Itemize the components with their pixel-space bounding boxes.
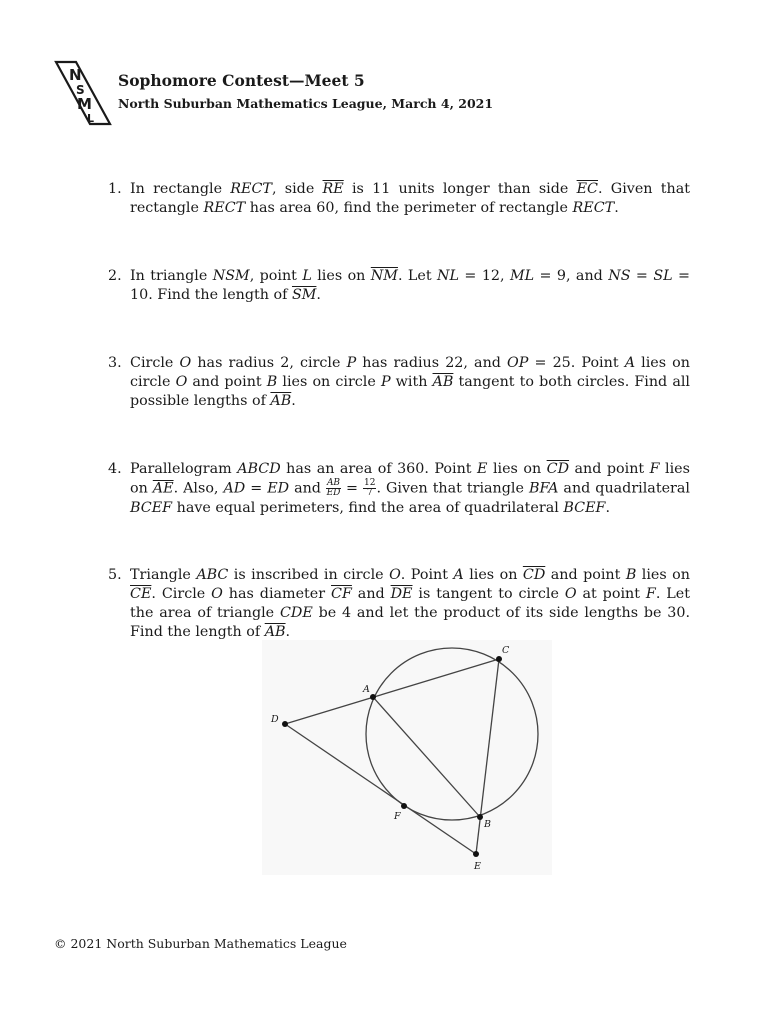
point-d: [282, 721, 288, 727]
point-b: [477, 814, 483, 820]
point-f: [401, 803, 407, 809]
problem-number: 4.: [108, 461, 122, 477]
problem-number: 5.: [108, 567, 122, 583]
problem-text: In rectangle RECT, side $\overline{RE}$ is 11 units longer than side $\overline{EC}$. Given that rectangle RECT has area 60, find the perimeter of rectangle RECT.: [130, 181, 690, 216]
fraction-12-7: $\frac{12}{7}$: [364, 478, 376, 498]
label-a: A: [363, 684, 370, 695]
problem-text: Circle O has radius 2, circle P has radius 22, and OP = 25. Point A lies on circle O and point B lies on circle P with $\overline{AB}$ tangent to both circles. Find all possible lengths of $\overline{AB}$.: [130, 355, 690, 409]
problem-4: [108, 460, 690, 518]
label-e: E: [474, 861, 481, 872]
problem-text: Triangle ABC is inscribed in circle O. Point A lies on $\overline{CD}$ and point B lies on $\overline{CE}$. Circle O has diameter $\overline{CF}$ and $\overline{DE}$ is tangent to circle O at point F. Let the area of triangle CDE be 4 and let the product of its side lengths be 30. Find the length of $\overline{AB}$.: [130, 567, 690, 640]
problem-3: [108, 354, 690, 411]
copyright-footer: © 2021 North Suburban Mathematics League: [54, 936, 347, 951]
problem-number: 1.: [108, 181, 122, 197]
label-b: B: [484, 819, 491, 830]
problem-text: Parallelogram ABCD has an area of 360. Point E lies on $\overline{CD}$ and point F lies on $\overline{AE}$. Also, AD = ED and $\frac{AB}{ED}$ = $\frac{12}{7}$ . Given that triangle BFA and quadrilateral BCEF have equal perimeters, find the area of quadrilateral BCEF.: [130, 461, 690, 516]
nsml-logo: [54, 60, 112, 126]
point-a: [370, 694, 376, 700]
contest-subtitle: North Suburban Mathematics League, March 4, 2021: [118, 96, 494, 111]
problem-5: [108, 566, 690, 642]
logo-letter-n: N: [69, 66, 82, 84]
logo-letter-l: L: [87, 112, 95, 125]
problem-1: [108, 180, 690, 218]
logo-letter-m: M: [77, 95, 92, 113]
label-f: F: [394, 811, 401, 822]
problem-number: 2.: [108, 268, 122, 284]
problem-text: In triangle NSM, point L lies on $\overline{NM}$. Let NL = 12, ML = 9, and NS = SL = 10. Find the length of $\overline{SM}$.: [130, 268, 690, 303]
logo-letter-s: S: [76, 83, 85, 97]
contest-title: Sophomore Contest—Meet 5: [118, 71, 365, 90]
problem-5-figure: [262, 640, 552, 875]
label-d: D: [271, 714, 279, 725]
label-c: C: [502, 645, 510, 656]
point-e: [473, 851, 479, 857]
point-c: [496, 656, 502, 662]
problem-number: 3.: [108, 355, 122, 371]
fraction-ab-ed: $\frac{AB}{ED}$: [326, 478, 341, 498]
problem-2: [108, 267, 690, 305]
